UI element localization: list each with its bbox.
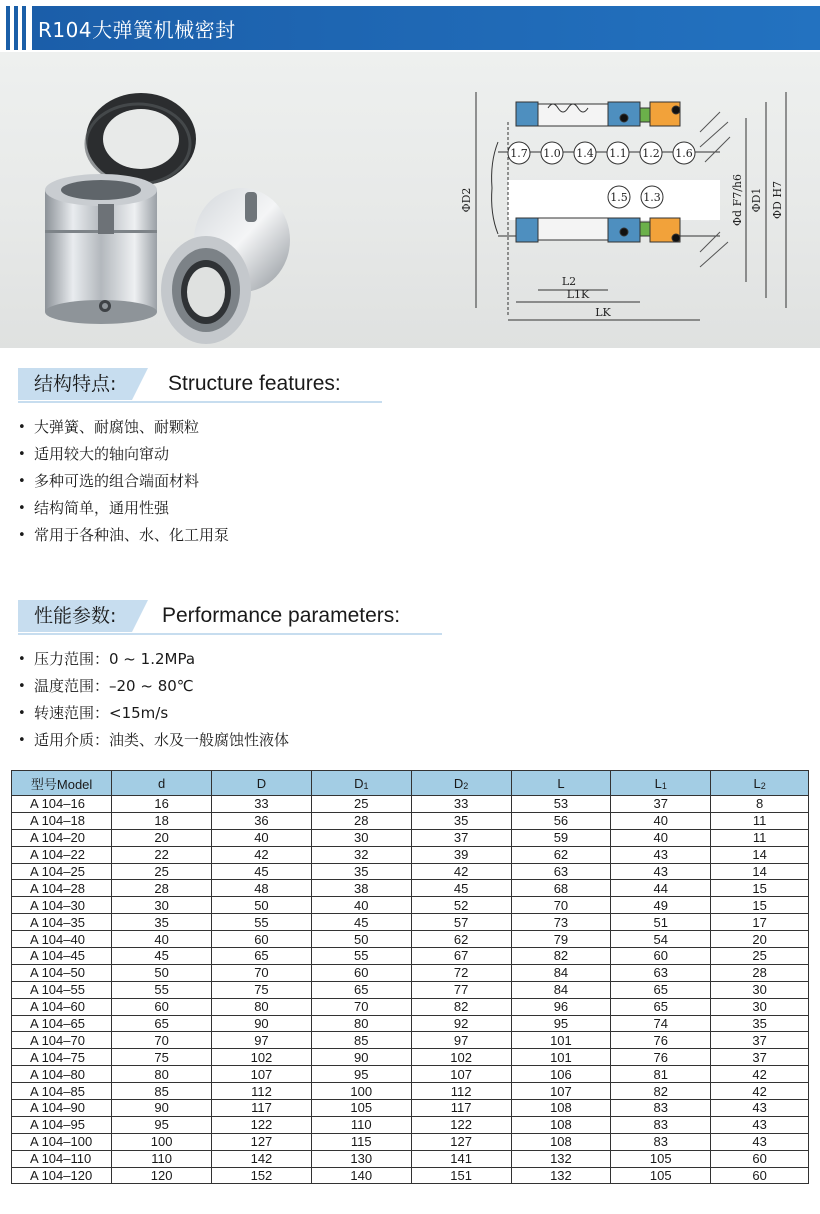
- value-cell: 50: [112, 964, 212, 981]
- heading-underline: [18, 401, 382, 403]
- value-cell: 95: [511, 1015, 611, 1032]
- value-cell: 44: [611, 880, 711, 897]
- table-body: [12, 796, 809, 1184]
- structure-heading-zh: 结构特点:: [18, 368, 132, 400]
- list-item: • 多种可选的组合端面材料: [18, 468, 229, 495]
- value-cell: 110: [112, 1150, 212, 1167]
- value-cell: 35: [411, 812, 511, 829]
- value-cell: 49: [611, 897, 711, 914]
- dimension-label: LK: [595, 306, 611, 319]
- value-cell: 35: [311, 863, 411, 880]
- value-cell: 70: [311, 998, 411, 1015]
- table-row: [12, 897, 809, 914]
- model-cell: A 104–70: [12, 1032, 112, 1049]
- list-item: • 压力范围：0 ~ 1.2MPa: [18, 646, 289, 673]
- value-cell: 79: [511, 931, 611, 948]
- value-cell: 127: [212, 1133, 312, 1150]
- value-cell: 25: [311, 796, 411, 813]
- value-cell: 36: [212, 812, 312, 829]
- value-cell: 63: [611, 964, 711, 981]
- value-cell: 45: [112, 948, 212, 965]
- value-cell: 14: [711, 846, 809, 863]
- column-header-D2: $D_2$: [411, 771, 511, 796]
- value-cell: 18: [112, 812, 212, 829]
- value-cell: 45: [212, 863, 312, 880]
- value-cell: 33: [212, 796, 312, 813]
- table-row: [12, 880, 809, 897]
- model-cell: A 104–60: [12, 998, 112, 1015]
- value-cell: 92: [411, 1015, 511, 1032]
- value-cell: 97: [212, 1032, 312, 1049]
- model-cell: A 104–110: [12, 1150, 112, 1167]
- page-header: [0, 0, 820, 52]
- page-title: R104大弹簧机械密封: [38, 18, 236, 42]
- value-cell: 83: [611, 1116, 711, 1133]
- value-cell: 85: [112, 1083, 212, 1100]
- product-illustration: [0, 52, 820, 348]
- value-cell: 115: [311, 1133, 411, 1150]
- list-item: • 大弹簧、耐腐蚀、耐颗粒: [18, 414, 229, 441]
- model-cell: A 104–22: [12, 846, 112, 863]
- value-cell: 107: [411, 1066, 511, 1083]
- model-cell: A 104–65: [12, 1015, 112, 1032]
- value-cell: 60: [611, 948, 711, 965]
- value-cell: 60: [212, 931, 312, 948]
- value-cell: 37: [611, 796, 711, 813]
- model-cell: A 104–80: [12, 1066, 112, 1083]
- value-cell: 102: [411, 1049, 511, 1066]
- value-cell: 20: [112, 829, 212, 846]
- table-row: [12, 1150, 809, 1167]
- table-header-row: [12, 771, 809, 796]
- value-cell: 65: [611, 998, 711, 1015]
- value-cell: 53: [511, 796, 611, 813]
- value-cell: 76: [611, 1049, 711, 1066]
- value-cell: 75: [112, 1049, 212, 1066]
- value-cell: 84: [511, 964, 611, 981]
- value-cell: 54: [611, 931, 711, 948]
- value-cell: 101: [511, 1032, 611, 1049]
- dimension-table: [11, 770, 809, 1184]
- value-cell: 142: [212, 1150, 312, 1167]
- value-cell: 40: [212, 829, 312, 846]
- value-cell: 43: [711, 1133, 809, 1150]
- value-cell: 65: [212, 948, 312, 965]
- value-cell: 59: [511, 829, 611, 846]
- value-cell: 152: [212, 1167, 312, 1184]
- table-row: [12, 796, 809, 813]
- value-cell: 90: [112, 1100, 212, 1117]
- table-row: [12, 964, 809, 981]
- value-cell: 48: [212, 880, 312, 897]
- model-cell: A 104–18: [12, 812, 112, 829]
- value-cell: 80: [112, 1066, 212, 1083]
- value-cell: 76: [611, 1032, 711, 1049]
- value-cell: 120: [112, 1167, 212, 1184]
- value-cell: 100: [311, 1083, 411, 1100]
- value-cell: 100: [112, 1133, 212, 1150]
- header-stripe: [22, 6, 26, 50]
- balloon-label: 1.0: [543, 147, 561, 160]
- balloon-label: 1.4: [576, 147, 594, 160]
- table-row: [12, 931, 809, 948]
- value-cell: 82: [411, 998, 511, 1015]
- value-cell: 32: [311, 846, 411, 863]
- value-cell: 60: [311, 964, 411, 981]
- value-cell: 65: [112, 1015, 212, 1032]
- model-cell: A 104–95: [12, 1116, 112, 1133]
- dimension-label: ΦD1: [750, 187, 763, 213]
- value-cell: 56: [511, 812, 611, 829]
- value-cell: 112: [411, 1083, 511, 1100]
- value-cell: 122: [411, 1116, 511, 1133]
- model-cell: A 104–75: [12, 1049, 112, 1066]
- model-cell: A 104–45: [12, 948, 112, 965]
- table-row: [12, 863, 809, 880]
- value-cell: 110: [311, 1116, 411, 1133]
- list-item: • 转速范围：<15m/s: [18, 700, 289, 727]
- value-cell: 43: [611, 846, 711, 863]
- model-cell: A 104–28: [12, 880, 112, 897]
- value-cell: 52: [411, 897, 511, 914]
- model-cell: A 104–90: [12, 1100, 112, 1117]
- seal-body-photo: [45, 174, 157, 324]
- value-cell: 108: [511, 1133, 611, 1150]
- value-cell: 74: [611, 1015, 711, 1032]
- value-cell: 107: [511, 1083, 611, 1100]
- value-cell: 117: [411, 1100, 511, 1117]
- value-cell: 106: [511, 1066, 611, 1083]
- table-row: [12, 1049, 809, 1066]
- value-cell: 72: [411, 964, 511, 981]
- value-cell: 45: [311, 914, 411, 931]
- model-cell: A 104–40: [12, 931, 112, 948]
- value-cell: 25: [112, 863, 212, 880]
- table-row: [12, 1133, 809, 1150]
- value-cell: 25: [711, 948, 809, 965]
- value-cell: 82: [611, 1083, 711, 1100]
- balloon-label: 1.6: [675, 147, 693, 160]
- value-cell: 37: [411, 829, 511, 846]
- value-cell: 55: [212, 914, 312, 931]
- value-cell: 28: [711, 964, 809, 981]
- value-cell: 96: [511, 998, 611, 1015]
- heading-underline: [18, 633, 442, 635]
- table-row: [12, 1100, 809, 1117]
- value-cell: 22: [112, 846, 212, 863]
- model-cell: A 104–30: [12, 897, 112, 914]
- product-image-area: [0, 52, 820, 348]
- value-cell: 43: [711, 1116, 809, 1133]
- table-row: [12, 1167, 809, 1184]
- value-cell: 97: [411, 1032, 511, 1049]
- value-cell: 105: [611, 1150, 711, 1167]
- column-header-L2: $L_2$: [711, 771, 809, 796]
- value-cell: 95: [311, 1066, 411, 1083]
- column-header-L: L: [511, 771, 611, 796]
- structure-heading-en: Structure features:: [168, 372, 341, 395]
- value-cell: 73: [511, 914, 611, 931]
- table-row: [12, 1015, 809, 1032]
- value-cell: 39: [411, 846, 511, 863]
- structure-section-heading: [18, 368, 382, 402]
- value-cell: 28: [112, 880, 212, 897]
- list-item: • 常用于各种油、水、化工用泵: [18, 522, 229, 549]
- column-header-model: 型号Model: [12, 771, 112, 796]
- carbon-ring-photo: [86, 93, 196, 185]
- value-cell: 8: [711, 796, 809, 813]
- value-cell: 40: [311, 897, 411, 914]
- value-cell: 151: [411, 1167, 511, 1184]
- value-cell: 16: [112, 796, 212, 813]
- dimension-label: Φd F7/h6: [731, 174, 744, 226]
- value-cell: 70: [212, 964, 312, 981]
- value-cell: 102: [212, 1049, 312, 1066]
- value-cell: 75: [212, 981, 312, 998]
- value-cell: 14: [711, 863, 809, 880]
- value-cell: 35: [112, 914, 212, 931]
- list-item: • 适用较大的轴向窜动: [18, 441, 229, 468]
- model-cell: A 104–25: [12, 863, 112, 880]
- value-cell: 40: [611, 812, 711, 829]
- value-cell: 84: [511, 981, 611, 998]
- dimension-label: L1K: [566, 288, 590, 301]
- value-cell: 63: [511, 863, 611, 880]
- value-cell: 50: [311, 931, 411, 948]
- value-cell: 60: [711, 1167, 809, 1184]
- value-cell: 11: [711, 812, 809, 829]
- value-cell: 140: [311, 1167, 411, 1184]
- value-cell: 65: [611, 981, 711, 998]
- table-row: [12, 1066, 809, 1083]
- model-cell: A 104–85: [12, 1083, 112, 1100]
- value-cell: 62: [411, 931, 511, 948]
- value-cell: 38: [311, 880, 411, 897]
- value-cell: 40: [611, 829, 711, 846]
- value-cell: 30: [311, 829, 411, 846]
- performance-heading-en: Performance parameters:: [162, 604, 401, 627]
- dimension-label: ΦD H7: [771, 181, 784, 219]
- value-cell: 11: [711, 829, 809, 846]
- value-cell: 30: [711, 998, 809, 1015]
- value-cell: 112: [212, 1083, 312, 1100]
- table-row: [12, 812, 809, 829]
- header-stripe: [14, 6, 18, 50]
- performance-heading-zh: 性能参数:: [18, 600, 132, 632]
- value-cell: 83: [611, 1100, 711, 1117]
- balloon-label: 1.5: [610, 191, 628, 204]
- value-cell: 70: [511, 897, 611, 914]
- table-row: [12, 1116, 809, 1133]
- value-cell: 105: [311, 1100, 411, 1117]
- value-cell: 67: [411, 948, 511, 965]
- value-cell: 81: [611, 1066, 711, 1083]
- dimension-label: L2: [561, 275, 577, 288]
- value-cell: 107: [212, 1066, 312, 1083]
- value-cell: 90: [311, 1049, 411, 1066]
- value-cell: 68: [511, 880, 611, 897]
- value-cell: 83: [611, 1133, 711, 1150]
- structure-feature-list: [18, 414, 229, 549]
- value-cell: 108: [511, 1100, 611, 1117]
- value-cell: 15: [711, 880, 809, 897]
- value-cell: 108: [511, 1116, 611, 1133]
- value-cell: 82: [511, 948, 611, 965]
- value-cell: 57: [411, 914, 511, 931]
- model-cell: A 104–55: [12, 981, 112, 998]
- value-cell: 42: [212, 846, 312, 863]
- value-cell: 43: [711, 1100, 809, 1117]
- value-cell: 70: [112, 1032, 212, 1049]
- value-cell: 17: [711, 914, 809, 931]
- table-row: [12, 948, 809, 965]
- table-row: [12, 829, 809, 846]
- value-cell: 132: [511, 1150, 611, 1167]
- table-row: [12, 914, 809, 931]
- dimension-label: ΦD2: [460, 187, 473, 213]
- value-cell: 85: [311, 1032, 411, 1049]
- model-cell: A 104–20: [12, 829, 112, 846]
- model-cell: A 104–35: [12, 914, 112, 931]
- value-cell: 55: [112, 981, 212, 998]
- performance-section-heading: [18, 600, 442, 634]
- value-cell: 60: [711, 1150, 809, 1167]
- value-cell: 30: [112, 897, 212, 914]
- value-cell: 15: [711, 897, 809, 914]
- value-cell: 127: [411, 1133, 511, 1150]
- model-cell: A 104–100: [12, 1133, 112, 1150]
- value-cell: 122: [212, 1116, 312, 1133]
- table-row: [12, 846, 809, 863]
- value-cell: 130: [311, 1150, 411, 1167]
- value-cell: 37: [711, 1032, 809, 1049]
- value-cell: 20: [711, 931, 809, 948]
- value-cell: 101: [511, 1049, 611, 1066]
- value-cell: 33: [411, 796, 511, 813]
- table-row: [12, 1032, 809, 1049]
- value-cell: 132: [511, 1167, 611, 1184]
- column-header-d: d: [112, 771, 212, 796]
- table-row: [12, 998, 809, 1015]
- value-cell: 42: [711, 1066, 809, 1083]
- balloon-label: 1.2: [642, 147, 660, 160]
- column-header-D: D: [212, 771, 312, 796]
- value-cell: 51: [611, 914, 711, 931]
- value-cell: 55: [311, 948, 411, 965]
- value-cell: 77: [411, 981, 511, 998]
- value-cell: 80: [311, 1015, 411, 1032]
- value-cell: 30: [711, 981, 809, 998]
- balloon-label: 1.3: [643, 191, 661, 204]
- model-cell: A 104–16: [12, 796, 112, 813]
- list-item: • 结构简单，通用性强: [18, 495, 229, 522]
- header-stripe: [6, 6, 10, 50]
- model-cell: A 104–50: [12, 964, 112, 981]
- value-cell: 42: [411, 863, 511, 880]
- table-row: [12, 981, 809, 998]
- value-cell: 28: [311, 812, 411, 829]
- value-cell: 105: [611, 1167, 711, 1184]
- value-cell: 141: [411, 1150, 511, 1167]
- model-cell: A 104–120: [12, 1167, 112, 1184]
- performance-parameter-list: [18, 646, 289, 754]
- value-cell: 50: [212, 897, 312, 914]
- value-cell: 62: [511, 846, 611, 863]
- value-cell: 35: [711, 1015, 809, 1032]
- value-cell: 45: [411, 880, 511, 897]
- value-cell: 95: [112, 1116, 212, 1133]
- value-cell: 40: [112, 931, 212, 948]
- value-cell: 80: [212, 998, 312, 1015]
- seal-part-photo: [161, 188, 290, 344]
- value-cell: 65: [311, 981, 411, 998]
- list-item: • 温度范围：–20 ~ 80℃: [18, 673, 289, 700]
- value-cell: 117: [212, 1100, 312, 1117]
- column-header-L1: $L_1$: [611, 771, 711, 796]
- value-cell: 60: [112, 998, 212, 1015]
- value-cell: 90: [212, 1015, 312, 1032]
- balloon-label: 1.1: [609, 147, 627, 160]
- table-row: [12, 1083, 809, 1100]
- value-cell: 37: [711, 1049, 809, 1066]
- balloon-label: 1.7: [510, 147, 528, 160]
- value-cell: 43: [611, 863, 711, 880]
- column-header-D1: $D_1$: [311, 771, 411, 796]
- list-item: • 适用介质：油类、水及一般腐蚀性液体: [18, 727, 289, 754]
- value-cell: 42: [711, 1083, 809, 1100]
